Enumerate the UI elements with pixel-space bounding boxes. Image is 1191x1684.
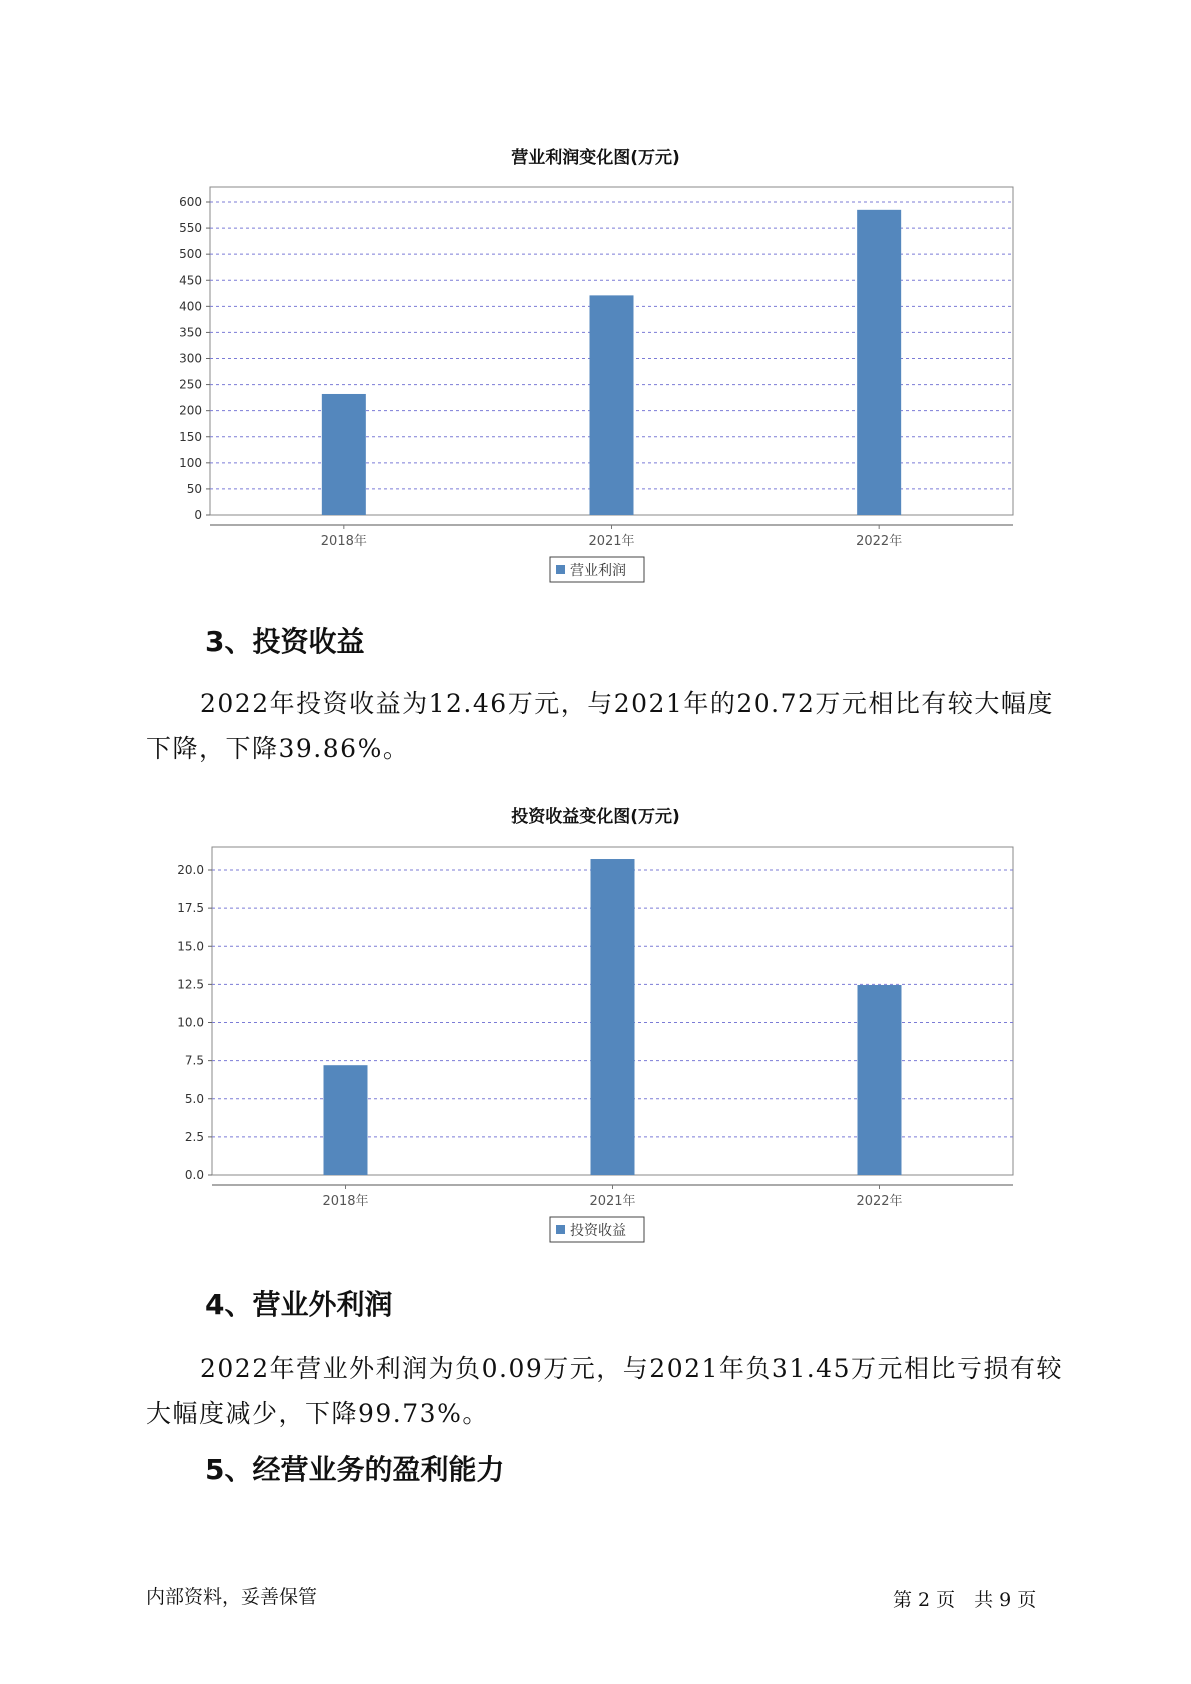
y-tick-label: 17.5 xyxy=(177,901,204,916)
y-tick-label: 0 xyxy=(194,508,202,522)
y-tick-label: 350 xyxy=(179,325,202,340)
page-mid: 页 共 xyxy=(936,1589,994,1611)
section-3-heading: 3、投资收益 xyxy=(205,625,365,658)
bar-2021年 xyxy=(590,295,634,515)
section-5-heading: 5、经营业务的盈利能力 xyxy=(205,1453,505,1486)
legend-swatch xyxy=(556,1225,565,1234)
y-tick-label: 7.5 xyxy=(184,1053,204,1068)
y-tick-label: 600 xyxy=(179,195,202,209)
y-tick-label: 150 xyxy=(179,429,202,444)
y-tick-label: 20.0 xyxy=(177,863,204,877)
y-tick-label: 12.5 xyxy=(177,977,204,992)
section-4-heading: 4、营业外利润 xyxy=(205,1288,393,1321)
y-tick-label: 100 xyxy=(179,455,202,470)
x-tick-label: 2018年 xyxy=(322,1194,369,1209)
y-tick-label: 550 xyxy=(179,221,202,236)
investment-income-chart xyxy=(0,825,1191,1265)
page-prefix: 第 xyxy=(893,1589,913,1611)
y-tick-label: 50 xyxy=(186,481,202,496)
bar-2018年 xyxy=(322,394,366,515)
legend-swatch xyxy=(556,565,565,574)
page-total: 9 xyxy=(999,1589,1012,1611)
y-tick-label: 300 xyxy=(179,351,202,366)
y-tick-label: 15.0 xyxy=(177,939,204,954)
section-4-line-1: 2022年营业外利润为负0.09万元，与2021年负31.45万元相比亏损有较 xyxy=(200,1354,1063,1383)
section-3-line-1: 2022年投资收益为12.46万元，与2021年的20.72万元相比有较大幅度 xyxy=(200,689,1054,718)
y-tick-label: 450 xyxy=(179,273,202,288)
bar-2018年 xyxy=(324,1065,368,1175)
operating-profit-chart xyxy=(0,165,1191,605)
y-tick-label: 250 xyxy=(179,377,202,392)
chart-legend xyxy=(550,1217,644,1242)
page-suffix: 页 xyxy=(1017,1589,1037,1611)
y-tick-label: 10.0 xyxy=(177,1015,204,1030)
footer-confidential-note: 内部资料，妥善保管 xyxy=(146,1586,318,1608)
footer-page-number xyxy=(893,1585,1036,1612)
x-tick-label: 2021年 xyxy=(588,534,635,549)
y-tick-label: 5.0 xyxy=(184,1091,204,1106)
chart1-title: 营业利润变化图(万元) xyxy=(511,148,680,168)
section-4-line-2: 大幅度减少，下降99.73%。 xyxy=(146,1399,489,1428)
legend-label: 投资收益 xyxy=(570,1223,626,1239)
chart-legend xyxy=(550,557,644,582)
y-tick-label: 200 xyxy=(179,403,202,418)
section-3-paragraph xyxy=(146,681,1066,771)
x-tick-label: 2022年 xyxy=(856,534,903,549)
x-tick-label: 2021年 xyxy=(589,1194,636,1209)
y-tick-label: 0.0 xyxy=(184,1168,204,1182)
bar-2022年 xyxy=(858,985,902,1175)
y-tick-label: 500 xyxy=(179,247,202,262)
bar-2021年 xyxy=(591,859,635,1175)
legend-label: 营业利润 xyxy=(570,563,626,579)
x-tick-label: 2022年 xyxy=(856,1194,903,1209)
y-tick-label: 400 xyxy=(179,299,202,314)
bar-2022年 xyxy=(857,210,901,515)
page-current: 2 xyxy=(918,1589,931,1611)
section-4-paragraph xyxy=(146,1346,1066,1436)
section-3-line-2: 下降，下降39.86%。 xyxy=(146,734,410,763)
y-tick-label: 2.5 xyxy=(184,1129,204,1144)
x-tick-label: 2018年 xyxy=(320,534,367,549)
chart2-title: 投资收益变化图(万元) xyxy=(511,807,680,827)
